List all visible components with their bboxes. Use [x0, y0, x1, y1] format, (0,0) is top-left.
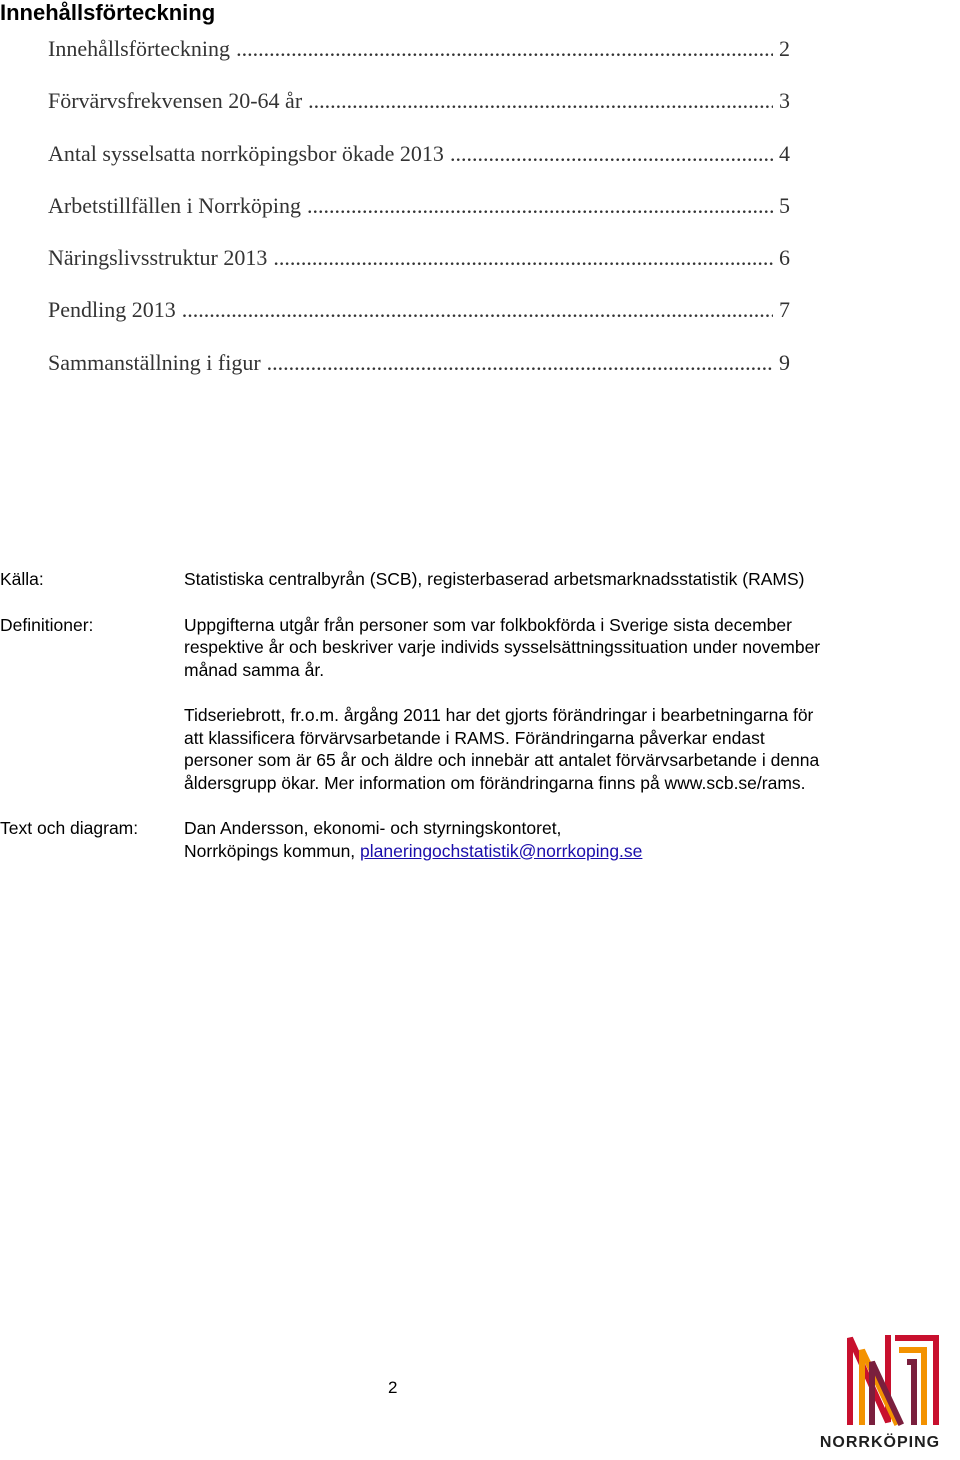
page-number: 2 [388, 1378, 398, 1397]
toc-leader-dots [307, 193, 773, 219]
toc-entry[interactable] [48, 193, 790, 245]
toc-leader-dots [267, 350, 773, 376]
norrkoping-logo-icon [810, 1330, 950, 1430]
toc-entry[interactable] [48, 350, 790, 402]
toc-entry-page: 9 [779, 349, 790, 375]
author-org: Norrköpings kommun, [184, 840, 361, 861]
toc-entry[interactable] [48, 297, 790, 349]
toc-leader-dots [308, 88, 773, 114]
toc-leader-dots [236, 36, 773, 62]
definitions-row [0, 614, 960, 795]
toc-entry[interactable] [48, 36, 790, 88]
toc-entry-title: Innehållsförteckning [48, 36, 231, 61]
toc-entry-page: 3 [779, 88, 790, 114]
definitions-label: Definitioner: [0, 614, 94, 635]
toc-entry[interactable] [48, 88, 790, 140]
toc-entry-page: 7 [779, 297, 790, 323]
toc-entry-title: Förvärvsfrekvensen 20-64 år [48, 88, 303, 114]
toc-entry-page: 4 [779, 140, 790, 166]
toc-leader-dots [182, 297, 773, 323]
author-line: Dan Andersson, ekonomi- och styrningskontoret, [184, 818, 562, 838]
norrkoping-logo [810, 1330, 950, 1455]
email-link[interactable]: planeringochstatistik@norrkoping.se [360, 840, 643, 861]
toc-entry-title: Sammanställning i figur [48, 349, 261, 375]
document-metadata [0, 568, 960, 862]
definitions-paragraph: Uppgifterna utgår från personer som var folkbokförda i Sverige sista december respektive år och beskriver varje individs sysselsättningssituation under november månad samma år. [184, 614, 821, 680]
definitions-text [184, 614, 960, 795]
author-row [0, 817, 960, 862]
logo-wordmark: NORRKÖPING [819, 1434, 941, 1451]
author-text [184, 817, 960, 862]
toc-entry-title: Arbetstillfällen i Norrköping [48, 192, 301, 218]
definitions-paragraph: Tidseriebrott, fr.o.m. årgång 2011 har det gjorts förändringar i bearbetningarna för att klassificera förvärvsarbetande i RAMS. Förändringarna påverkar endast personer som är 65 år och äldre och innebär att antalet förvärvsarbetande i denna åldersgrupp ökar. Mer information om förändringarna finns på www.scb.se/rams. [184, 705, 820, 793]
source-row [0, 568, 960, 591]
author-line [184, 840, 830, 863]
toc-entry[interactable] [48, 141, 790, 193]
toc-entry-page: 6 [779, 245, 790, 271]
page-heading: Innehållsförteckning [0, 0, 216, 25]
source-label: Källa: [0, 569, 44, 589]
toc-entry[interactable] [48, 245, 790, 297]
toc-entry-page: 2 [779, 36, 790, 61]
author-label: Text och diagram: [0, 818, 139, 838]
toc-entry-title: Näringslivsstruktur 2013 [48, 245, 268, 271]
table-of-contents [48, 36, 790, 402]
source-text: Statistiska centralbyrån (SCB), registerbaserad arbetsmarknadsstatistik (RAMS) [184, 569, 805, 589]
toc-entry-title: Antal sysselsatta norrköpingsbor ökade 2013 [48, 140, 444, 166]
toc-entry-title: Pendling 2013 [48, 297, 176, 323]
toc-leader-dots [273, 245, 773, 271]
toc-leader-dots [450, 141, 773, 167]
toc-entry-page: 5 [779, 192, 790, 218]
